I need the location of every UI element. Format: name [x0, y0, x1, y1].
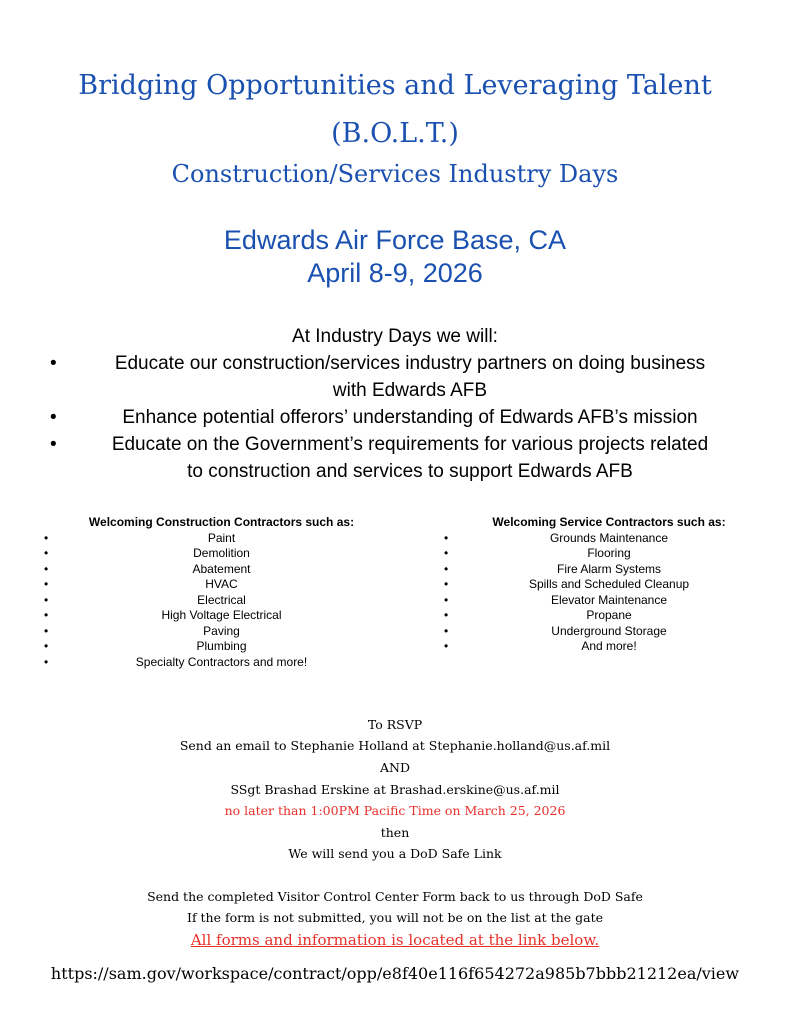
- bullet-icon: •: [444, 546, 449, 560]
- construction-item-label: Plumbing: [196, 639, 247, 653]
- bullet-icon: •: [444, 561, 449, 576]
- bullet-icon: •: [444, 639, 449, 653]
- intro-bullet-text: Educate on the Government’s requirements for various projects related: [111, 434, 709, 455]
- intro-bullet-text: to construction and services to support Edwards AFB: [187, 461, 633, 482]
- construction-item-label: HVAC: [205, 577, 238, 591]
- service-item-label: Propane: [586, 608, 632, 622]
- rsvp-heading: To RSVP: [367, 717, 423, 732]
- service-item: [444, 639, 774, 655]
- construction-item: [44, 655, 399, 671]
- forms-info-link[interactable]: All forms and information is located at the link below.: [190, 931, 600, 949]
- service-item: [444, 608, 774, 624]
- construction-item: [44, 593, 399, 609]
- subtitle: Construction/Services Industry Days: [171, 160, 619, 188]
- bullet-icon: •: [44, 654, 49, 669]
- construction-item-label: Paint: [207, 530, 236, 545]
- services-heading: Welcoming Service Contractors such as:: [492, 515, 726, 529]
- construction-item: [44, 562, 399, 578]
- service-item: [444, 562, 774, 578]
- service-item-label: Flooring: [587, 546, 631, 560]
- bullet-icon: •: [44, 530, 49, 545]
- bullet-icon: •: [44, 592, 49, 607]
- construction-item: [44, 639, 399, 655]
- bullet-icon: •: [444, 623, 449, 638]
- bullet-icon: •: [444, 530, 449, 545]
- construction-item-label: Abatement: [192, 561, 251, 576]
- construction-item-label: Specialty Contractors and more!: [135, 654, 308, 669]
- bullet-icon: •: [44, 546, 49, 560]
- bullet-icon: •: [444, 577, 449, 591]
- sam-gov-url[interactable]: https://sam.gov/workspace/contract/opp/e8f40e116f654272a985b7bbb21212ea/view: [50, 964, 740, 983]
- rsvp-contact-1: Send an email to Stephanie Holland at Stephanie.holland@us.af.mil: [179, 738, 611, 753]
- bullet-icon: •: [444, 608, 449, 622]
- service-item-label: Underground Storage: [551, 623, 667, 638]
- intro-bullet: [40, 431, 780, 485]
- construction-list: [44, 531, 399, 671]
- bullet-icon: •: [50, 353, 57, 374]
- rsvp-and: AND: [380, 760, 410, 775]
- bullet-icon: •: [44, 608, 49, 622]
- service-item-label: Spills and Scheduled Cleanup: [528, 577, 690, 591]
- construction-item: [44, 531, 399, 547]
- title-line-2: (B.O.L.T.): [331, 118, 459, 149]
- intro-bullet-text: Educate our construction/services industry partners on doing business: [114, 353, 706, 374]
- intro-bullet: [40, 404, 780, 431]
- bullet-icon: •: [44, 623, 49, 638]
- location: Edwards Air Force Base, CA: [223, 225, 567, 255]
- construction-item: [44, 624, 399, 640]
- rsvp-contact-2: SSgt Brashad Erskine at Brashad.erskine@us.af.mil: [230, 782, 560, 797]
- rsvp-dod-safe: We will send you a DoD Safe Link: [288, 846, 502, 861]
- bullet-icon: •: [44, 561, 49, 576]
- rsvp-deadline: no later than 1:00PM Pacific Time on March 25, 2026: [224, 803, 566, 818]
- intro-bullet: [40, 350, 780, 404]
- construction-item: [44, 546, 399, 562]
- service-item-label: And more!: [581, 639, 637, 653]
- intro-bullet-text: Enhance potential offerors’ understanding of Edwards AFB’s mission: [122, 407, 698, 428]
- service-item: [444, 531, 774, 547]
- bullet-icon: •: [444, 592, 449, 607]
- construction-item-label: Paving: [203, 623, 240, 638]
- service-item-label: Fire Alarm Systems: [556, 561, 661, 576]
- intro-bullet-text: with Edwards AFB: [332, 380, 488, 401]
- service-item: [444, 577, 774, 593]
- construction-item-label: Electrical: [197, 592, 246, 607]
- service-item-label: Elevator Maintenance: [550, 592, 668, 607]
- bullet-icon: •: [50, 407, 57, 428]
- intro-bullet-list: [40, 350, 780, 485]
- service-item: [444, 593, 774, 609]
- construction-item-label: High Voltage Electrical: [161, 608, 282, 622]
- title-line-1: Bridging Opportunities and Leveraging Talent: [78, 70, 712, 101]
- construction-item: [44, 608, 399, 624]
- construction-heading: Welcoming Construction Contractors such as:: [88, 515, 355, 529]
- rsvp-then: then: [380, 825, 410, 840]
- instructions-line-2: If the form is not submitted, you will not be on the list at the gate: [187, 910, 603, 925]
- service-item-label: Grounds Maintenance: [549, 530, 669, 545]
- service-contractors: [444, 515, 774, 655]
- construction-item-label: Demolition: [193, 546, 250, 560]
- construction-contractors: [44, 515, 399, 670]
- bullet-icon: •: [44, 577, 49, 591]
- service-item: [444, 624, 774, 640]
- service-item: [444, 546, 774, 562]
- bullet-icon: •: [44, 639, 49, 653]
- instructions-line-1: Send the completed Visitor Control Center Form back to us through DoD Safe: [147, 889, 643, 904]
- intro-heading: At Industry Days we will:: [292, 326, 498, 347]
- event-dates: April 8-9, 2026: [307, 258, 483, 288]
- bullet-icon: •: [50, 434, 57, 455]
- services-list: [444, 531, 774, 655]
- construction-item: [44, 577, 399, 593]
